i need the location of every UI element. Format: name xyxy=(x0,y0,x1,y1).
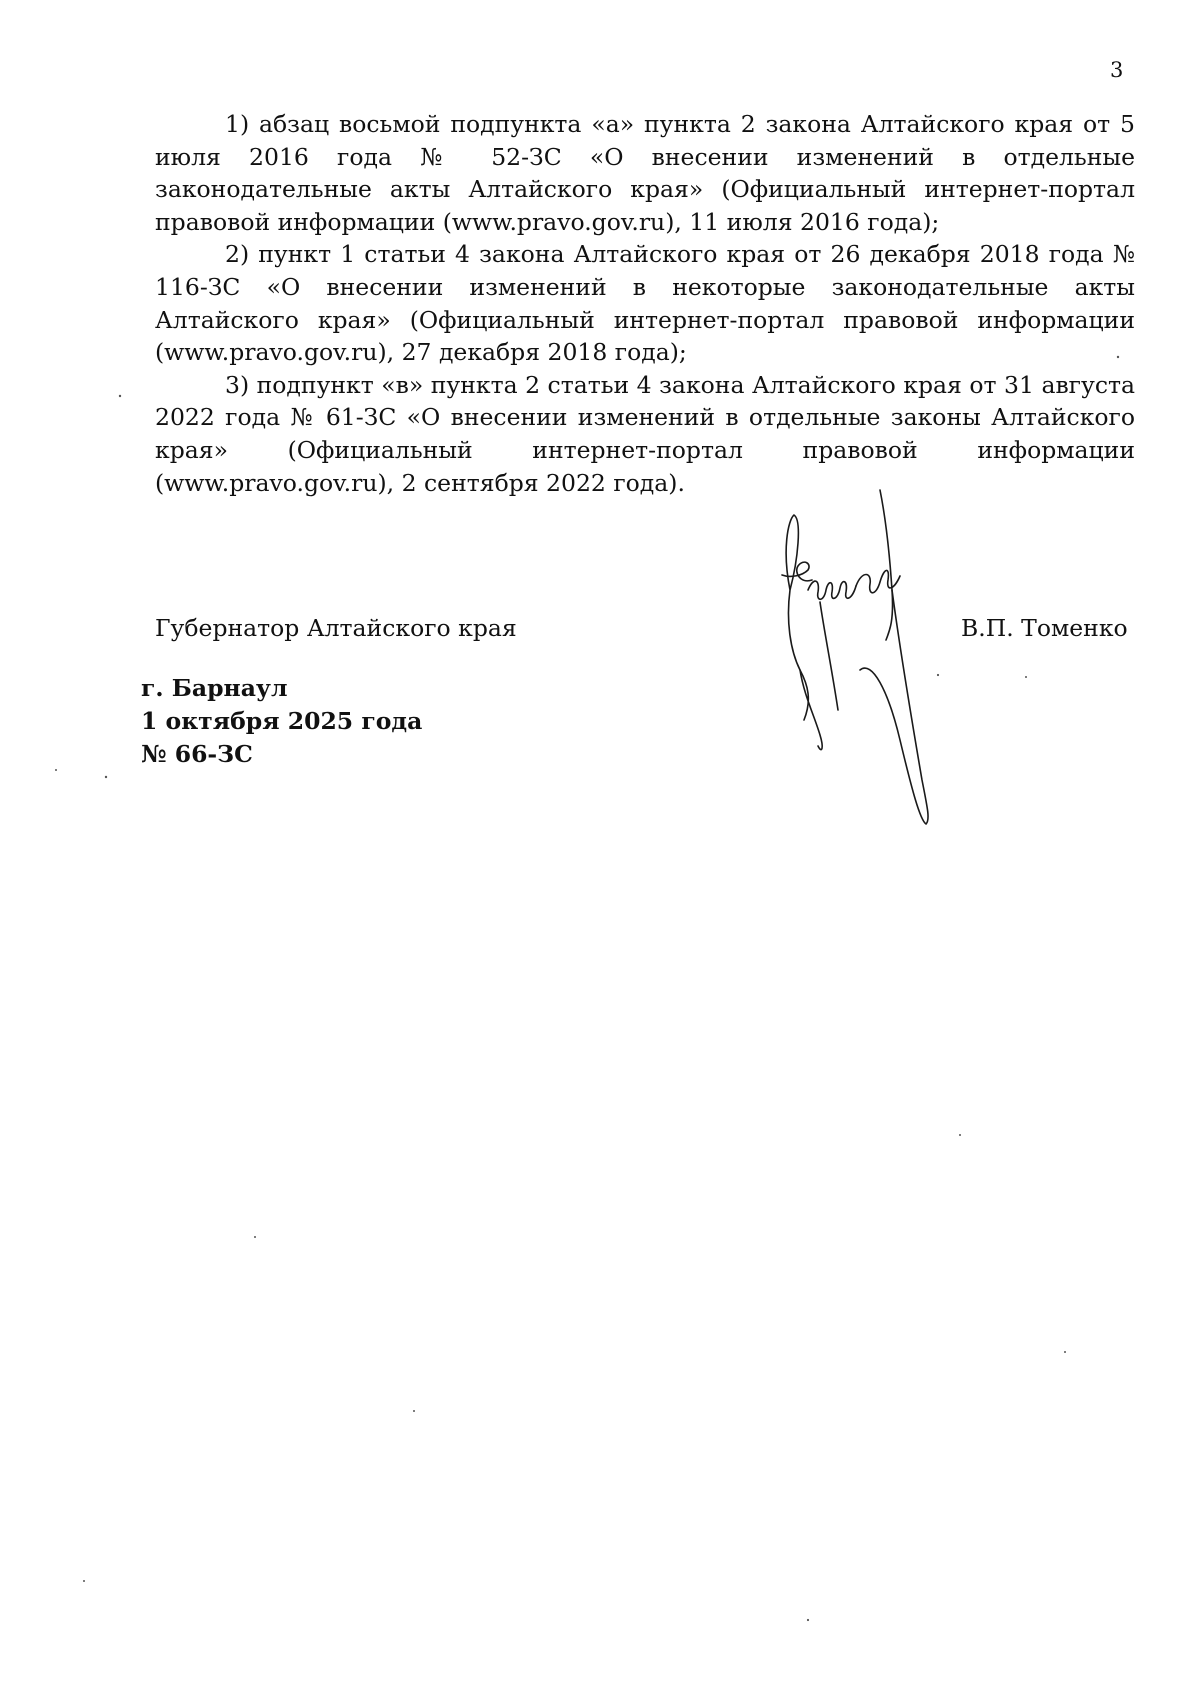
signatory-name: В.П. Томенко xyxy=(961,614,1128,642)
page-number: 3 xyxy=(1110,58,1124,82)
paragraph-3: 3) подпункт «в» пункта 2 статьи 4 закона Алтайского края от 31 августа 2022 года № 61-ЗС «О внесении изменений в отдельные законы Алтайского края» (Официальный интернет-портал правовой информации (www.pravo.gov.ru), 2 сентября 2022 года). xyxy=(155,370,1135,497)
date: 1 октября 2025 года xyxy=(141,707,423,735)
handwritten-signature xyxy=(760,480,940,900)
paragraph-2: 2) пункт 1 статьи 4 закона Алтайского края от 26 декабря 2018 года № 116-ЗС «О внесении изменений в некоторые законодательные акты Алтайского края» (Официальный интернет-портал правовой информации (www.pravo.gov.ru), 27 декабря 2018 года); xyxy=(155,240,1135,367)
document-body xyxy=(155,108,1135,499)
paragraph-1: 1) абзац восьмой подпункта «а» пункта 2 закона Алтайского края от 5 июля 2016 года № 52-ЗС «О внесении изменений в отдельные законодательные акты Алтайского края» (Официальный интернет-портал правовой информации (www.pravo.gov.ru), 11 июля 2016 года); xyxy=(155,110,1135,236)
place-date-block xyxy=(141,672,422,771)
law-number: № 66-ЗС xyxy=(141,740,253,768)
signatory-title: Губернатор Алтайского края xyxy=(155,614,517,642)
city: г. Барнаул xyxy=(141,674,288,702)
